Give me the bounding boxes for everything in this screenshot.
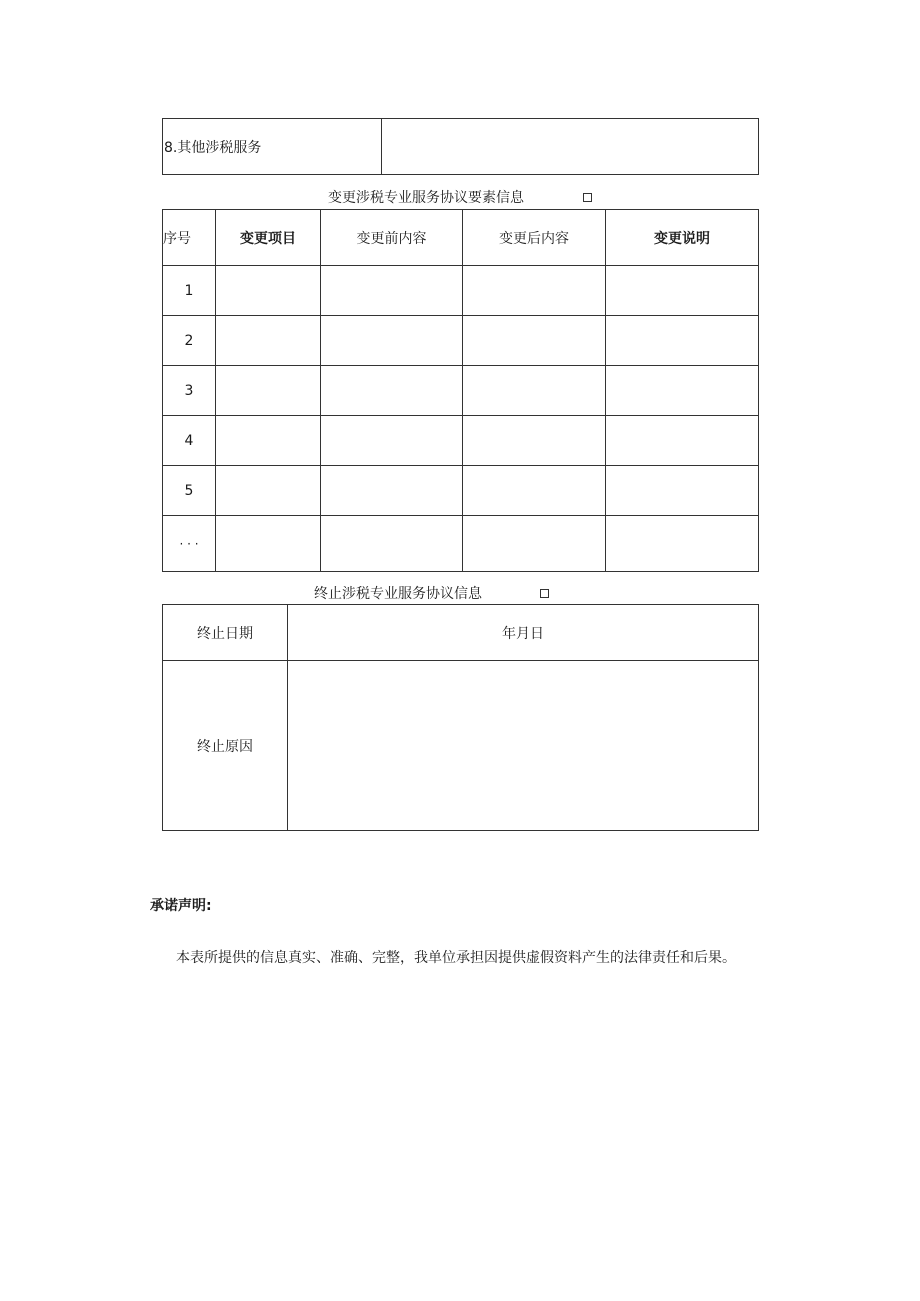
cell-change-item[interactable] [216, 466, 321, 516]
header-before-content: 变更前内容 [321, 210, 463, 266]
row-number: 1 [163, 266, 216, 316]
cell-change-item[interactable] [216, 366, 321, 416]
cell-after-content[interactable] [463, 266, 606, 316]
table-row [163, 266, 759, 316]
cell-after-content[interactable] [463, 416, 606, 466]
cell-change-item[interactable] [216, 516, 321, 572]
cell-after-content[interactable] [463, 316, 606, 366]
termination-section-title: 终止涉税专业服务协议信息 [314, 586, 482, 602]
cell-change-note[interactable] [606, 266, 759, 316]
cell-after-content[interactable] [463, 366, 606, 416]
other-services-value[interactable] [382, 119, 759, 175]
change-section-title: 变更涉税专业服务协议要素信息 [328, 190, 524, 206]
cell-change-note[interactable] [606, 316, 759, 366]
termination-reason-label: 终止原因 [163, 661, 288, 831]
table-row [163, 366, 759, 416]
table-row [163, 516, 759, 572]
cell-change-item[interactable] [216, 416, 321, 466]
header-change-item: 变更项目 [216, 210, 321, 266]
cell-before-content[interactable] [321, 366, 463, 416]
cell-before-content[interactable] [321, 466, 463, 516]
change-section-checkbox[interactable] [583, 193, 592, 202]
termination-section-checkbox[interactable] [540, 589, 549, 598]
header-seq: 序号 [163, 210, 216, 266]
cell-change-item[interactable] [216, 266, 321, 316]
other-services-label: 8.其他涉税服务 [163, 119, 382, 175]
row-number: 2 [163, 316, 216, 366]
cell-change-item[interactable] [216, 316, 321, 366]
commitment-heading: 承诺声明: [150, 898, 212, 914]
cell-change-note[interactable] [606, 416, 759, 466]
row-number: 5 [163, 466, 216, 516]
cell-before-content[interactable] [321, 516, 463, 572]
cell-before-content[interactable] [321, 416, 463, 466]
cell-before-content[interactable] [321, 266, 463, 316]
cell-after-content[interactable] [463, 516, 606, 572]
cell-change-note[interactable] [606, 516, 759, 572]
table-row [163, 466, 759, 516]
termination-date-label: 终止日期 [163, 605, 288, 661]
termination-table [162, 604, 759, 831]
row-number: 3 [163, 366, 216, 416]
cell-change-note[interactable] [606, 466, 759, 516]
header-change-note: 变更说明 [606, 210, 759, 266]
change-table [162, 209, 759, 572]
row-number: 4 [163, 416, 216, 466]
cell-change-note[interactable] [606, 366, 759, 416]
cell-before-content[interactable] [321, 316, 463, 366]
header-after-content: 变更后内容 [463, 210, 606, 266]
table-row [163, 316, 759, 366]
termination-reason-value[interactable] [288, 661, 759, 831]
termination-date-value[interactable]: 年月日 [288, 605, 759, 661]
row-number: · · · [163, 516, 216, 572]
commitment-text: 本表所提供的信息真实、准确、完整，我单位承担因提供虚假资料产生的法律责任和后果。 [176, 950, 736, 966]
cell-after-content[interactable] [463, 466, 606, 516]
table-row [163, 416, 759, 466]
other-services-table [162, 118, 759, 175]
